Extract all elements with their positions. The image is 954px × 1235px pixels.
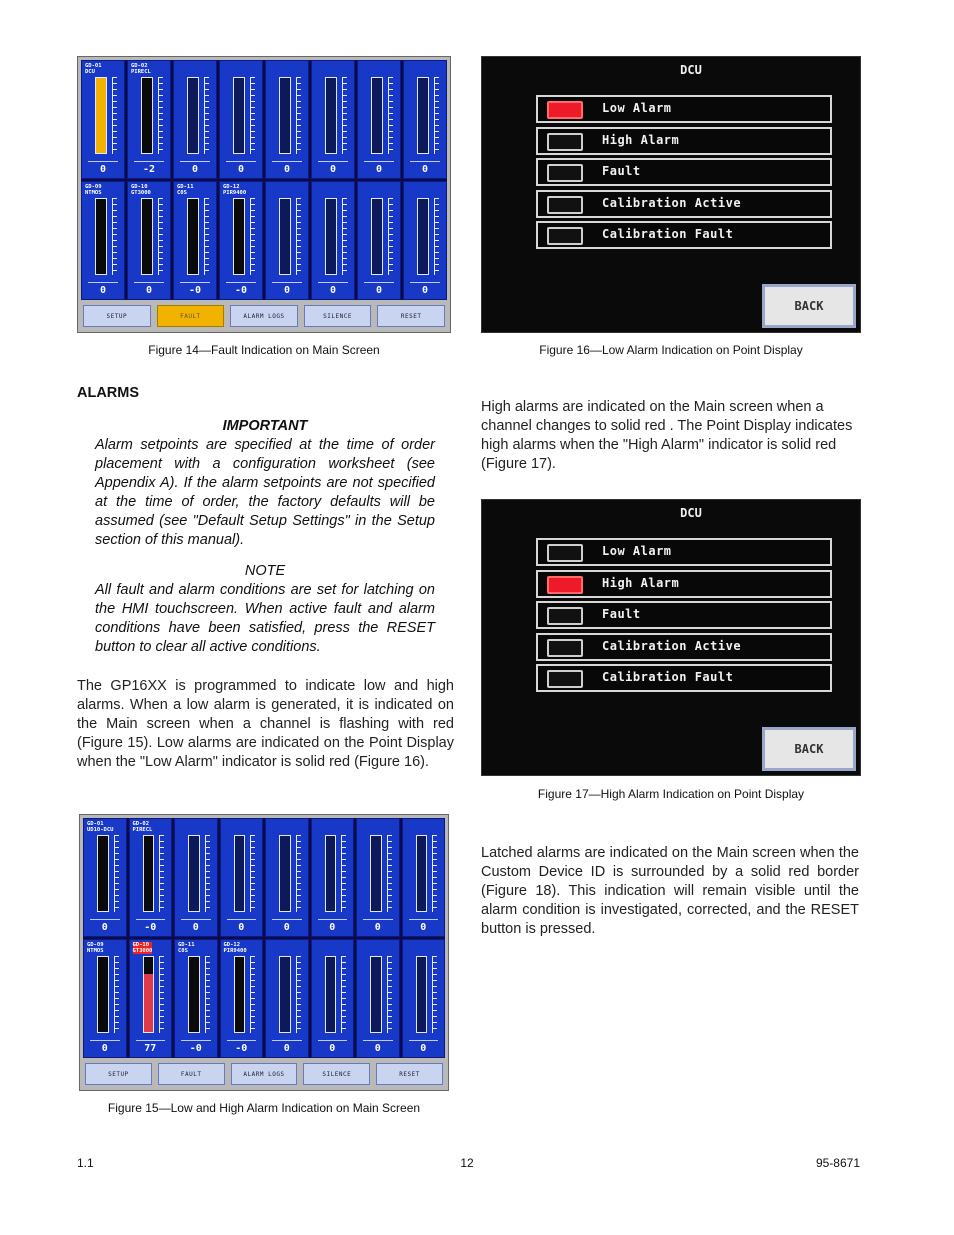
- bargraph-scale: [205, 835, 210, 912]
- channel-tile[interactable]: [220, 939, 264, 1058]
- point-display-title: DCU: [680, 63, 702, 77]
- indicator-label: Low Alarm: [602, 101, 672, 115]
- channel-value: 0: [283, 922, 290, 933]
- indicator-row-calibration-fault: [536, 221, 832, 249]
- channel-value: -0: [235, 1043, 248, 1054]
- silence-button[interactable]: SILENCE: [303, 1063, 370, 1085]
- indicator-lamp: [547, 639, 583, 657]
- channel-tile[interactable]: [220, 818, 264, 937]
- channel-value: 0: [145, 285, 153, 296]
- bargraph-fill: [96, 78, 106, 153]
- channel-tile[interactable]: [265, 181, 309, 300]
- footer-document-number: 95-8671: [815, 1156, 860, 1170]
- channel-value: -0: [144, 922, 157, 933]
- channel-bargraph: [279, 198, 291, 275]
- alarms-body-text: The GP16XX is programmed to indicate low and high alarms. When a low alarm is generated, it is indicated on the Main screen when a channel is flashing with red (Figure 15). Low alarms are indicated on the Point Display when the "Low Alarm" indicator is solid red (Figure 16).: [77, 678, 454, 770]
- channel-tile[interactable]: [357, 60, 401, 179]
- channel-tile[interactable]: [173, 181, 217, 300]
- indicator-lamp: [547, 544, 583, 562]
- bargraph-scale: [387, 956, 392, 1033]
- channel-value: 0: [101, 922, 108, 933]
- indicator-label: Fault: [602, 164, 641, 178]
- bargraph-scale: [296, 198, 301, 275]
- channel-bargraph: [188, 835, 200, 912]
- channel-value: -2: [142, 164, 156, 175]
- bargraph-scale: [341, 835, 346, 912]
- figure-14-main-screen: [77, 56, 451, 333]
- figure-15-main-screen: [79, 814, 449, 1091]
- bargraph-scale: [205, 956, 210, 1033]
- channel-bargraph: [234, 956, 246, 1033]
- value-divider: [226, 282, 256, 283]
- back-button[interactable]: BACK: [762, 284, 856, 328]
- indicator-row-calibration-fault: [536, 664, 832, 692]
- channel-value: 0: [192, 922, 199, 933]
- value-divider: [318, 161, 348, 162]
- bargraph-scale: [296, 835, 301, 912]
- channel-value: 0: [421, 164, 429, 175]
- indicator-label: High Alarm: [602, 132, 680, 147]
- value-divider: [410, 161, 440, 162]
- channel-bargraph: [279, 956, 291, 1033]
- channel-value: 0: [375, 285, 383, 296]
- value-divider: [134, 282, 164, 283]
- value-divider: [409, 919, 439, 920]
- figure-14-caption: Figure 14—Fault Indication on Main Screen: [148, 343, 380, 357]
- bargraph-scale: [114, 956, 119, 1033]
- indicator-label: Low Alarm: [602, 544, 672, 558]
- indicator-row-calibration-active: [536, 633, 832, 661]
- channel-id-label: GD-02 PIRECL: [132, 821, 153, 833]
- indicator-lamp: [547, 227, 583, 245]
- channel-tile[interactable]: [219, 60, 263, 179]
- channel-id-label: GD-09 NTMOS: [87, 942, 104, 954]
- channel-tile[interactable]: [403, 181, 447, 300]
- channel-tile[interactable]: [311, 181, 355, 300]
- bargraph-scale: [112, 77, 117, 154]
- indicator-lamp: [547, 576, 583, 594]
- channel-bargraph: [95, 198, 107, 275]
- value-divider: [363, 919, 393, 920]
- bargraph-scale: [204, 77, 209, 154]
- reset-button[interactable]: RESET: [377, 305, 445, 327]
- channel-value: 0: [421, 285, 429, 296]
- hmi-button-bar: [81, 303, 447, 329]
- channel-tile[interactable]: [83, 939, 127, 1058]
- channel-value: 0: [101, 1043, 108, 1054]
- channel-bargraph: [279, 77, 291, 154]
- bargraph-scale: [388, 77, 393, 154]
- value-divider: [227, 919, 257, 920]
- channel-id-label: GD-10 GT3000: [132, 942, 153, 954]
- channel-grid: [83, 818, 445, 1058]
- bargraph-fill: [144, 974, 154, 1032]
- value-divider: [88, 161, 118, 162]
- indicator-label: High Alarm: [602, 575, 680, 590]
- channel-value: 0: [191, 164, 199, 175]
- value-divider: [410, 282, 440, 283]
- indicator-row-fault: [536, 601, 832, 629]
- bargraph-scale: [434, 77, 439, 154]
- indicator-label: Calibration Fault: [602, 227, 734, 241]
- channel-bargraph: [141, 198, 153, 275]
- value-divider: [318, 1040, 348, 1041]
- note-text: All fault and alarm conditions are set for latching on the HMI touchscreen. When active fault and alarm conditions have been satisfied, press the RESET button to clear all active conditions.: [95, 582, 435, 655]
- channel-bargraph: [97, 835, 109, 912]
- important-text: Alarm setpoints are specified at the time of order placement with a configuration worksheet (see Appendix A). If the alarm setpoints are not specified at the time of order, the factory defaults will be assumed (see "Default Setup Settings" in the Setup section of this manual).: [95, 437, 435, 548]
- setup-button[interactable]: SETUP: [83, 305, 151, 327]
- value-divider: [181, 919, 211, 920]
- bargraph-scale: [434, 198, 439, 275]
- channel-value: -0: [234, 285, 248, 296]
- channel-tile[interactable]: [311, 818, 355, 937]
- bargraph-scale: [159, 956, 164, 1033]
- channel-bargraph: [417, 77, 429, 154]
- channel-value: 0: [283, 164, 291, 175]
- indicator-row-low-alarm: [536, 95, 832, 123]
- value-divider: [90, 919, 120, 920]
- channel-value: 0: [420, 922, 427, 933]
- channel-bargraph: [371, 198, 383, 275]
- channel-tile[interactable]: [356, 818, 400, 937]
- channel-bargraph: [188, 956, 200, 1033]
- bargraph-scale: [432, 956, 437, 1033]
- channel-tile[interactable]: [402, 818, 446, 937]
- indicator-label: Calibration Fault: [602, 670, 734, 684]
- channel-value: 0: [329, 1043, 336, 1054]
- channel-tile[interactable]: [403, 60, 447, 179]
- channel-bargraph: [325, 835, 337, 912]
- indicator-lamp: [547, 607, 583, 625]
- reset-button[interactable]: RESET: [376, 1063, 443, 1085]
- channel-id-label: GD-12 PIR9400: [223, 942, 247, 954]
- value-divider: [136, 919, 166, 920]
- channel-tile[interactable]: [265, 939, 309, 1058]
- channel-bargraph: [143, 835, 155, 912]
- figure-16-caption: Figure 16—Low Alarm Indication on Point Display: [539, 343, 803, 357]
- fault-button[interactable]: FAULT: [158, 1063, 225, 1085]
- channel-tile[interactable]: [129, 939, 173, 1058]
- value-divider: [364, 282, 394, 283]
- value-divider: [180, 161, 210, 162]
- channel-value: 0: [99, 164, 107, 175]
- channel-value: 0: [237, 164, 245, 175]
- bargraph-scale: [342, 77, 347, 154]
- channel-id-label: GD-09 NTMOS: [85, 184, 102, 196]
- channel-tile[interactable]: [357, 181, 401, 300]
- channel-bargraph: [141, 77, 153, 154]
- channel-tile[interactable]: [265, 60, 309, 179]
- bargraph-scale: [250, 77, 255, 154]
- bargraph-scale: [432, 835, 437, 912]
- channel-id-label: GD-02 PIRECL: [131, 63, 151, 75]
- value-divider: [88, 282, 118, 283]
- channel-bargraph: [143, 956, 155, 1033]
- channel-value: 0: [238, 922, 245, 933]
- figure-15-caption: Figure 15—Low and High Alarm Indication on Main Screen: [107, 1101, 421, 1115]
- channel-bargraph: [416, 835, 428, 912]
- silence-button[interactable]: SILENCE: [304, 305, 372, 327]
- note-title: NOTE: [244, 563, 286, 579]
- channel-tile[interactable]: [356, 939, 400, 1058]
- value-divider: [272, 1040, 302, 1041]
- setup-button[interactable]: SETUP: [85, 1063, 152, 1085]
- value-divider: [180, 282, 210, 283]
- channel-tile[interactable]: [174, 939, 218, 1058]
- channel-value: -0: [188, 285, 202, 296]
- alarm-logs-button[interactable]: ALARM LOGS: [231, 1063, 298, 1085]
- bargraph-scale: [342, 198, 347, 275]
- indicator-row-high-alarm: [536, 127, 832, 155]
- indicator-row-calibration-active: [536, 190, 832, 218]
- channel-value: 0: [329, 164, 337, 175]
- footer-revision: 1.1: [77, 1156, 94, 1170]
- high-alarm-text: High alarms are indicated on the Main screen when a channel changes to solid red . The Point Display indicates high alarms when the "High Alarm" indicator is solid red (Figure 17).: [481, 399, 853, 472]
- indicator-label: Calibration Active: [602, 638, 742, 653]
- indicator-lamp: [547, 196, 583, 214]
- value-divider: [364, 161, 394, 162]
- bargraph-scale: [388, 198, 393, 275]
- channel-value: 0: [99, 285, 107, 296]
- indicator-lamp: [547, 670, 583, 688]
- value-divider: [227, 1040, 257, 1041]
- channel-value: 0: [374, 1043, 381, 1054]
- channel-value: -0: [189, 1043, 202, 1054]
- channel-value: 0: [283, 1043, 290, 1054]
- channel-id-label: GD-01 DCU: [85, 63, 102, 75]
- channel-bargraph: [370, 956, 382, 1033]
- channel-tile[interactable]: [81, 181, 125, 300]
- bargraph-scale: [387, 835, 392, 912]
- channel-bargraph: [187, 77, 199, 154]
- bargraph-scale: [158, 77, 163, 154]
- channel-tile[interactable]: [402, 939, 446, 1058]
- bargraph-scale: [250, 835, 255, 912]
- indicator-lamp: [547, 164, 583, 182]
- figure-17-point-display: [481, 499, 861, 776]
- point-display-title: DCU: [680, 506, 702, 520]
- hmi-button-bar: [83, 1061, 445, 1087]
- channel-tile[interactable]: [174, 818, 218, 937]
- back-button[interactable]: BACK: [762, 727, 856, 771]
- channel-value: 0: [374, 922, 381, 933]
- channel-bargraph: [234, 835, 246, 912]
- bargraph-scale: [341, 956, 346, 1033]
- bargraph-scale: [296, 956, 301, 1033]
- value-divider: [363, 1040, 393, 1041]
- section-heading: ALARMS: [77, 385, 140, 401]
- bargraph-scale: [296, 77, 301, 154]
- indicator-lamp: [547, 133, 583, 151]
- channel-tile[interactable]: [265, 818, 309, 937]
- channel-bargraph: [325, 956, 337, 1033]
- channel-tile[interactable]: [173, 60, 217, 179]
- fault-button[interactable]: FAULT: [157, 305, 225, 327]
- value-divider: [90, 1040, 120, 1041]
- channel-bargraph: [97, 956, 109, 1033]
- indicator-label: Calibration Active: [602, 195, 742, 210]
- channel-value: 77: [144, 1043, 157, 1054]
- channel-bargraph: [371, 77, 383, 154]
- figure-17-caption: Figure 17—High Alarm Indication on Point Display: [537, 787, 805, 801]
- channel-bargraph: [416, 956, 428, 1033]
- channel-bargraph: [325, 198, 337, 275]
- indicator-row-fault: [536, 158, 832, 186]
- channel-tile[interactable]: [219, 181, 263, 300]
- bargraph-scale: [112, 198, 117, 275]
- value-divider: [272, 919, 302, 920]
- bargraph-scale: [158, 198, 163, 275]
- channel-bargraph: [325, 77, 337, 154]
- channel-id-label: GD-12 PIR9400: [223, 184, 247, 196]
- figure-16-point-display: [481, 56, 861, 333]
- bargraph-scale: [250, 956, 255, 1033]
- channel-id-label: GD-11 C0S: [178, 942, 195, 954]
- channel-tile[interactable]: [81, 60, 125, 179]
- channel-value: 0: [420, 1043, 427, 1054]
- indicator-row-high-alarm: [536, 570, 832, 598]
- channel-bargraph: [187, 198, 199, 275]
- value-divider: [272, 282, 302, 283]
- channel-id-label: GD-11 C0S: [177, 184, 194, 196]
- channel-tile[interactable]: [129, 818, 173, 937]
- channel-id-label: GD-01 UD10-DCU: [87, 821, 114, 833]
- indicator-row-low-alarm: [536, 538, 832, 566]
- bargraph-scale: [114, 835, 119, 912]
- alarm-logs-button[interactable]: ALARM LOGS: [230, 305, 298, 327]
- channel-tile[interactable]: [311, 939, 355, 1058]
- channel-bargraph: [233, 77, 245, 154]
- channel-bargraph: [370, 835, 382, 912]
- value-divider: [409, 1040, 439, 1041]
- footer-page-number: 12: [460, 1156, 474, 1170]
- value-divider: [136, 1040, 166, 1041]
- channel-tile[interactable]: [127, 181, 171, 300]
- channel-tile[interactable]: [83, 818, 127, 937]
- channel-value: 0: [283, 285, 291, 296]
- channel-bargraph: [95, 77, 107, 154]
- channel-value: 0: [375, 164, 383, 175]
- bargraph-scale: [250, 198, 255, 275]
- channel-id-label: GD-10 GT3000: [131, 184, 151, 196]
- value-divider: [181, 1040, 211, 1041]
- latched-alarms-text: Latched alarms are indicated on the Main screen when the Custom Device ID is surrounded by a solid red border (Figure 18). This indication will remain visible until the alarm condition is investigated, corrected, and the RESET button is pressed.: [481, 845, 859, 937]
- channel-bargraph: [417, 198, 429, 275]
- channel-tile[interactable]: [127, 60, 171, 179]
- bargraph-scale: [204, 198, 209, 275]
- channel-bargraph: [279, 835, 291, 912]
- value-divider: [318, 282, 348, 283]
- value-divider: [226, 161, 256, 162]
- bargraph-scale: [159, 835, 164, 912]
- value-divider: [318, 919, 348, 920]
- important-title: IMPORTANT: [222, 418, 308, 434]
- value-divider: [272, 161, 302, 162]
- channel-value: 0: [329, 285, 337, 296]
- channel-grid: [81, 60, 447, 300]
- channel-bargraph: [233, 198, 245, 275]
- value-divider: [134, 161, 164, 162]
- channel-value: 0: [329, 922, 336, 933]
- channel-tile[interactable]: [311, 60, 355, 179]
- indicator-label: Fault: [602, 607, 641, 621]
- indicator-lamp: [547, 101, 583, 119]
